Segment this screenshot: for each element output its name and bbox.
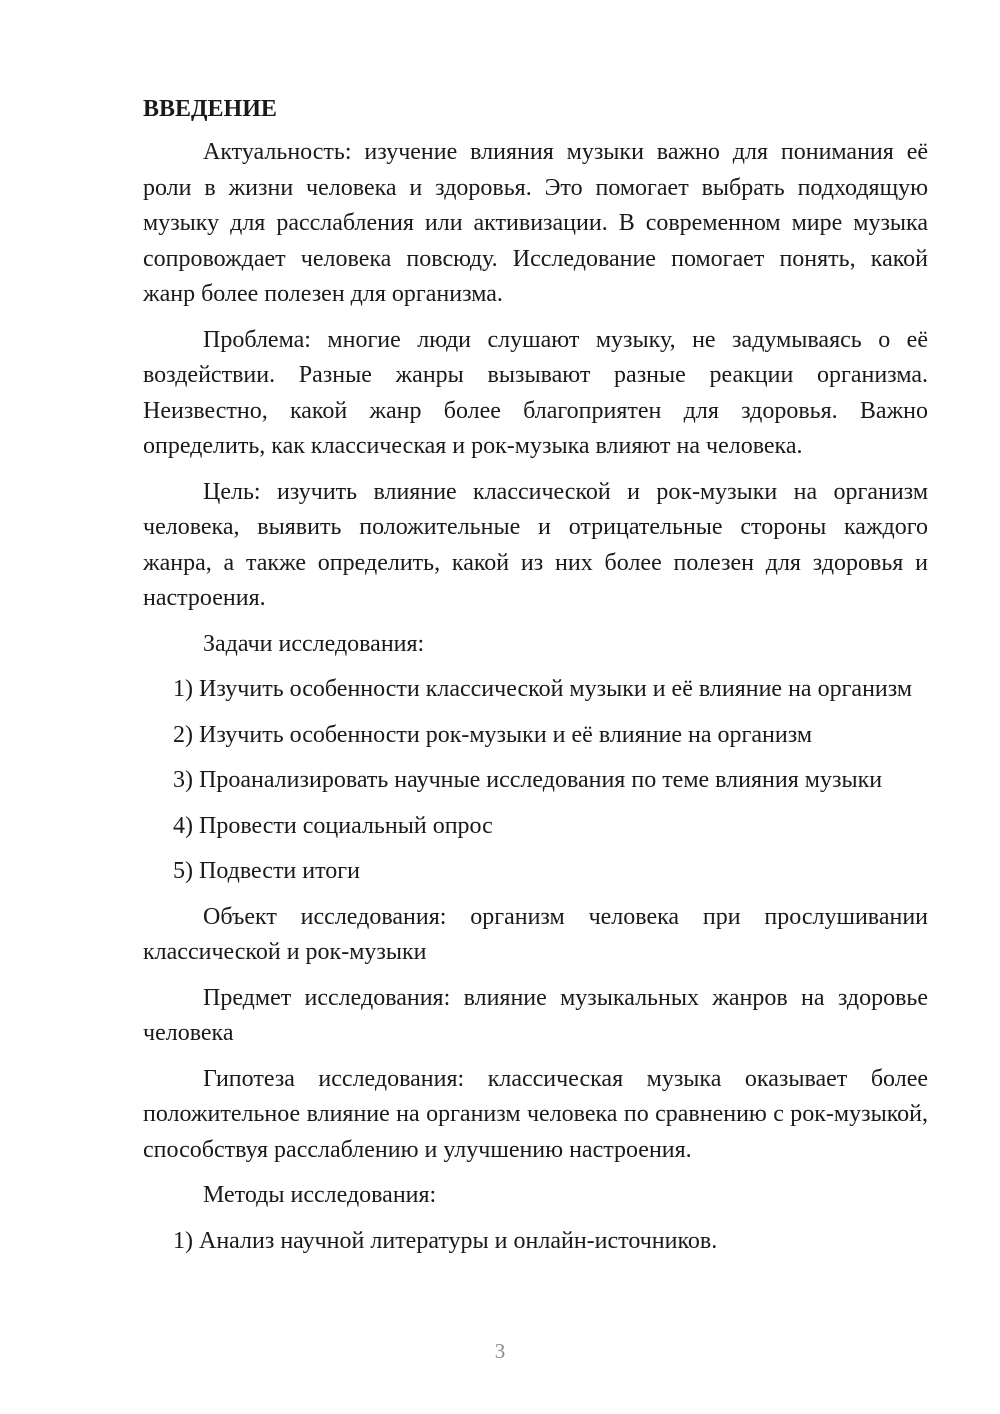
- page-number: 3: [494, 1339, 506, 1363]
- page-content: [143, 92, 928, 1269]
- goal-paragraph: Цель: изучить влияние классической и рок-музыки на организм человека, выявить положительные и отрицательные стороны каждого жанра, а также определить, какой из них более полезен для здоровья и настроения.: [143, 478, 928, 611]
- methods-title: Методы исследования:: [203, 1182, 437, 1208]
- method-item-1: 1) Анализ научной литературы и онлайн-источников.: [173, 1227, 718, 1254]
- task-item-2: 2) Изучить особенности рок-музыки и её влияние на организм: [173, 721, 813, 748]
- object-paragraph: Объект исследования: организм человека при прослушивании классической и рок-музыки: [143, 903, 928, 965]
- subject-paragraph: Предмет исследования: влияние музыкальных жанров на здоровье человека: [143, 984, 928, 1046]
- tasks-title: Задачи исследования:: [203, 630, 425, 657]
- hypothesis-paragraph: Гипотеза исследования: классическая музыка оказывает более положительное влияние на организм человека по сравнению с рок-музыкой, способствуя расслаблению и улучшению настроения.: [143, 1065, 928, 1163]
- task-item-4: 4) Провести социальный опрос: [173, 812, 493, 839]
- task-item-3: 3) Проанализировать научные исследования по теме влияния музыки: [173, 767, 883, 793]
- relevance-paragraph: Актуальность: изучение влияния музыки важно для понимания её роли в жизни человека и здоровья. Это помогает выбрать подходящую музыку для расслабления или активизации. В современном мире музыка сопровождает человека повсюду. Исследование помогает понять, какой жанр более полезен для организма.: [143, 139, 928, 307]
- problem-paragraph: Проблема: многие люди слушают музыку, не задумываясь о её воздействии. Разные жанры вызывают разные реакции организма. Неизвестно, какой жанр более благоприятен для здоровья. Важно определить, как классическая и рок-музыка влияют на человека.: [143, 326, 928, 459]
- task-item-1: 1) Изучить особенности классической музыки и её влияние на организм: [173, 676, 913, 702]
- task-item-5: 5) Подвести итоги: [173, 858, 360, 884]
- section-heading: ВВЕДЕНИЕ: [143, 96, 277, 122]
